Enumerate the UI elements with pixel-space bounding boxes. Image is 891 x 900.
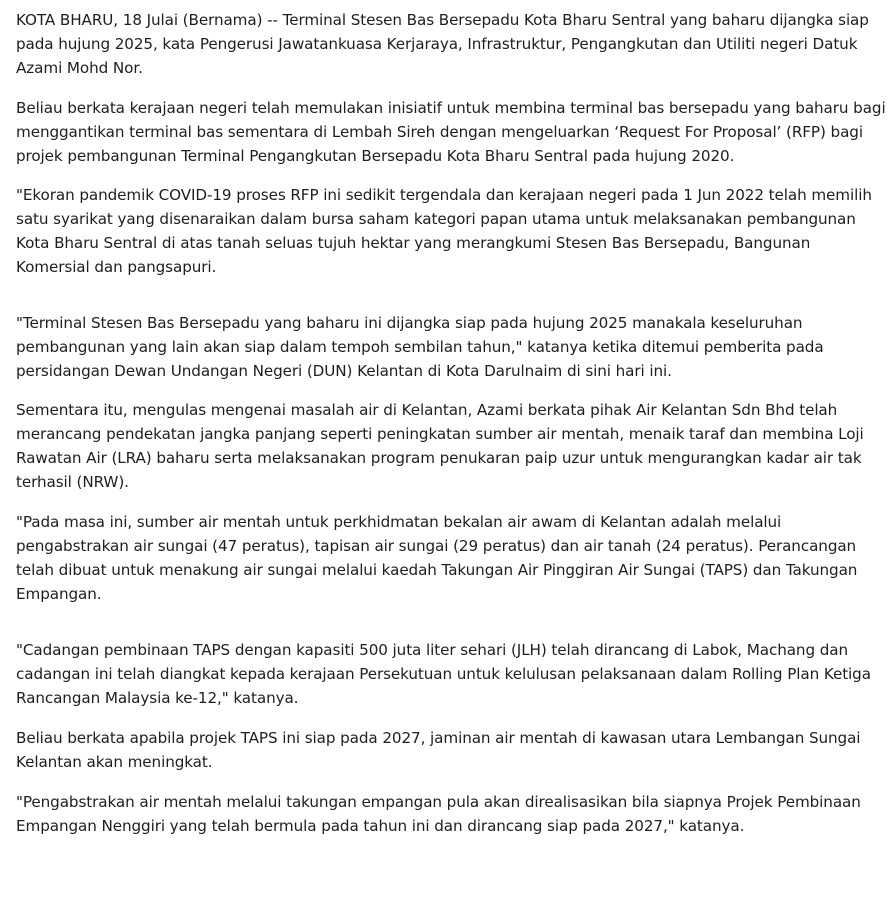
article-paragraph-dateline: KOTA BHARU, 18 Julai (Bernama) -- Terminal Stesen Bas Bersepadu Kota Bharu Sentral yang baharu dijangka siap pada hujung 2025, kata Pengerusi Jawatankuasa Kerjaraya, Infrastruktur, Pengangkutan dan Utiliti negeri Datuk Azami Mohd Nor. [16,11,869,77]
article-paragraph: "Ekoran pandemik COVID-19 proses RFP ini sedikit tergendala dan kerajaan negeri pada 1 Jun 2022 telah memilih satu syarikat yang disenaraikan dalam bursa saham kategori papan utama untuk melaksanakan pembangunan Kota Bharu Sentral di atas tanah seluas tujuh hektar yang merangkumi Stesen Bas Bersepadu, Bangunan Komersial dan pangsapuri. [16,186,872,276]
article-paragraph: Beliau berkata apabila projek TAPS ini siap pada 2027, jaminan air mentah di kawasan utara Lembangan Sungai Kelantan akan meningkat. [16,729,861,771]
article-paragraph: "Cadangan pembinaan TAPS dengan kapasiti 500 juta liter sehari (JLH) telah dirancang di Labok, Machang dan cadangan ini telah diangkat kepada kerajaan Persekutuan untuk kelulusan pelaksanaan dalam Rolling Plan Ketiga Rancangan Malaysia ke-12," katanya. [16,641,871,707]
article-paragraph: "Pengabstrakan air mentah melalui takungan empangan pula akan direalisasikan bila siapnya Projek Pembinaan Empangan Nenggiri yang telah bermula pada tahun ini dan dirancang siap pada 2027," katanya. [16,793,861,835]
article-paragraph: "Terminal Stesen Bas Bersepadu yang baharu ini dijangka siap pada hujung 2025 manakala keseluruhan pembangunan yang lain akan siap dalam tempoh sembilan tahun," katanya ketika ditemui pemberita pada persidangan Dewan Undangan Negeri (DUN) Kelantan di Kota Darulnaim di sini hari ini. [16,314,824,380]
article-paragraph: Sementara itu, mengulas mengenai masalah air di Kelantan, Azami berkata pihak Air Kelantan Sdn Bhd telah merancang pendekatan jangka panjang seperti peningkatan sumber air mentah, menaik taraf dan membina Loji Rawatan Air (LRA) baharu serta melaksanakan program penukaran paip uzur untuk mengurangkan kadar air tak terhasil (NRW). [16,401,864,491]
article-body [16,8,888,838]
article-paragraph: "Pada masa ini, sumber air mentah untuk perkhidmatan bekalan air awam di Kelantan adalah melalui pengabstrakan air sungai (47 peratus), tapisan air sungai (29 peratus) dan air tanah (24 peratus). Perancangan telah dibuat untuk menakung air sungai melalui kaedah Takungan Air Pinggiran Air Sungai (TAPS) dan Takungan Empangan. [16,513,858,603]
article-paragraph: Beliau berkata kerajaan negeri telah memulakan inisiatif untuk membina terminal bas bersepadu yang baharu bagi menggantikan terminal bas sementara di Lembah Sireh dengan mengeluarkan ‘Request For Proposal’ (RFP) bagi projek pembangunan Terminal Pengangkutan Bersepadu Kota Bharu Sentral pada hujung 2020. [16,99,886,165]
